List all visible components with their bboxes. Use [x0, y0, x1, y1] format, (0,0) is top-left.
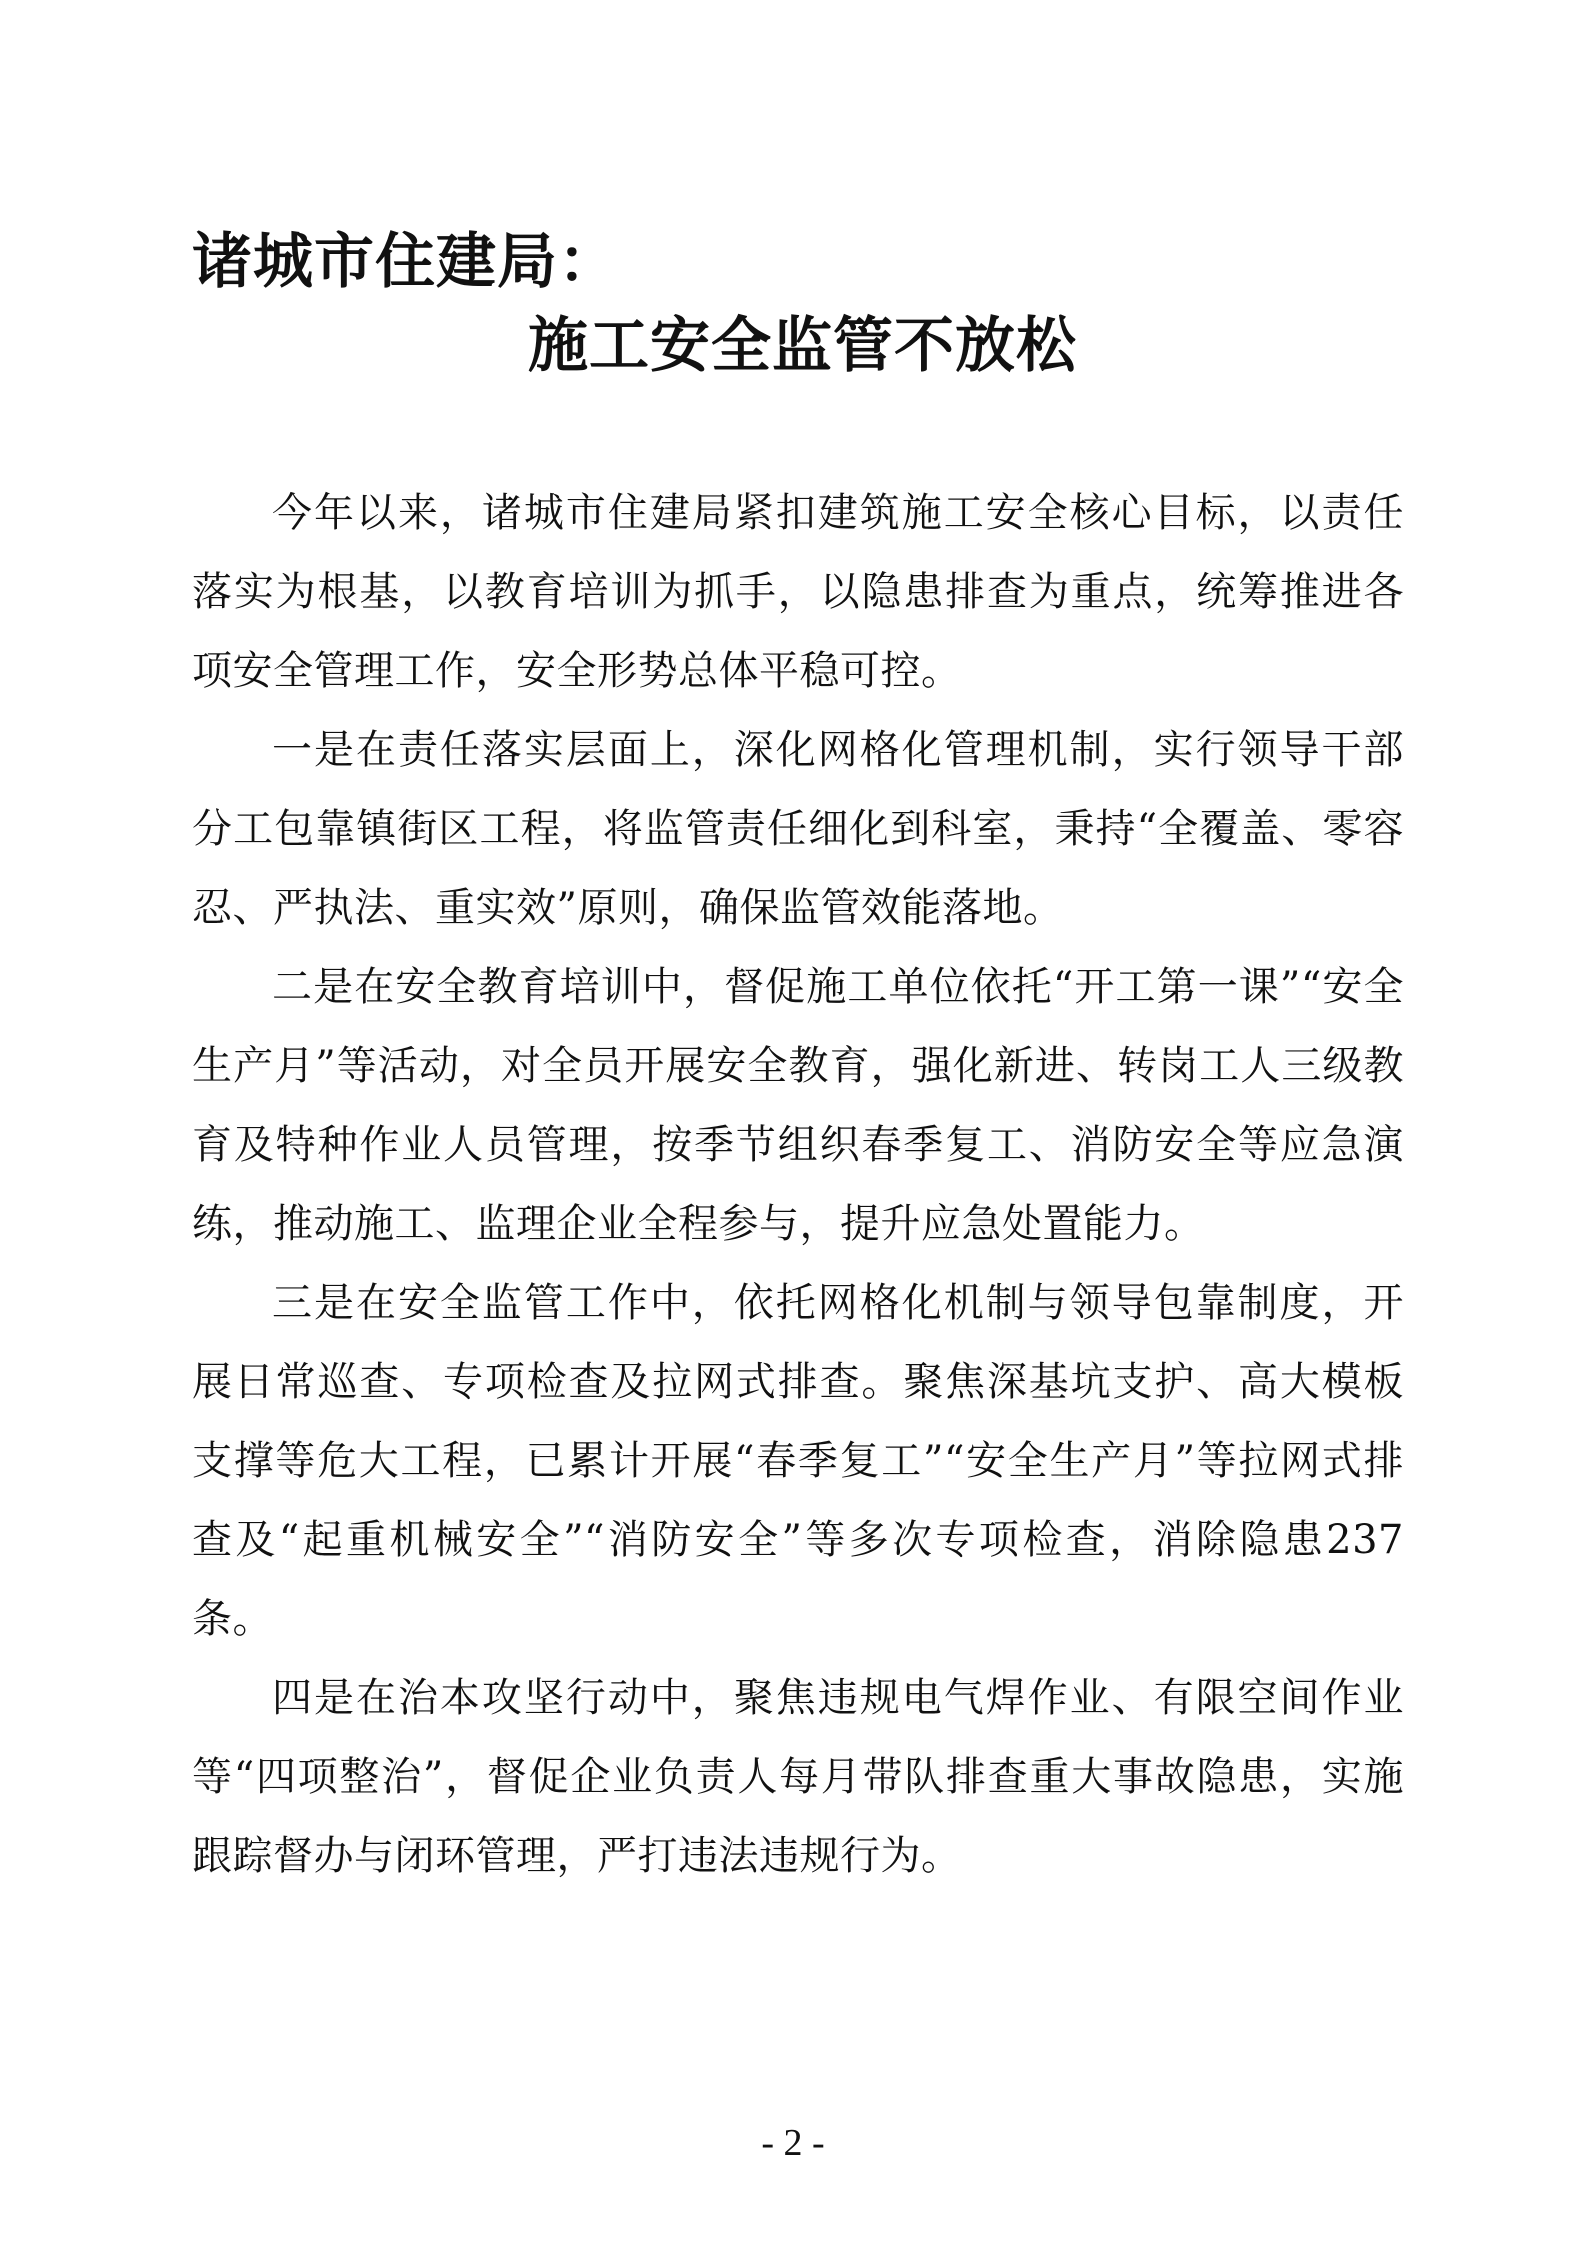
paragraph-supervision: 三是在安全监管工作中，依托网格化机制与领导包靠制度，开展日常巡查、专项检查及拉网式排查。聚焦深基坑支护、高大模板支撑等危大工程，已累计开展“春季复工”“安全生产月”等拉网式排查及“起重机械安全”“消防安全”等多次专项检查，消除隐患237条。	[192, 1280, 1404, 1642]
paragraph-intro: 今年以来，诸城市住建局紧扣建筑施工安全核心目标，以责任落实为根基，以教育培训为抓手，以隐患排查为重点，统筹推进各项安全管理工作，安全形势总体平稳可控。	[192, 490, 1404, 694]
paragraph-rectification: 四是在治本攻坚行动中，聚焦违规电气焊作业、有限空间作业等“四项整治”，督促企业负责人每月带队排查重大事故隐患，实施跟踪督办与闭环管理，严打违法违规行为。	[192, 1675, 1404, 1879]
article-body	[192, 474, 1404, 1896]
paragraph-responsibility: 一是在责任落实层面上，深化网格化管理机制，实行领导干部分工包靠镇街区工程，将监管责任细化到科室，秉持“全覆盖、零容忍、严执法、重实效”原则，确保监管效能落地。	[192, 727, 1404, 931]
title-line-1: 诸城市住建局：	[192, 227, 619, 297]
page-number: - 2 -	[761, 2122, 825, 2164]
paragraph-training: 二是在安全教育培训中，督促施工单位依托“开工第一课”“安全生产月”等活动，对全员开展安全教育，强化新进、转岗工人三级教育及特种作业人员管理，按季节组织春季复工、消防安全等应急演练，推动施工、监理企业全程参与，提升应急处置能力。	[192, 964, 1404, 1247]
title-line-2: 施工安全监管不放松	[528, 311, 1077, 381]
